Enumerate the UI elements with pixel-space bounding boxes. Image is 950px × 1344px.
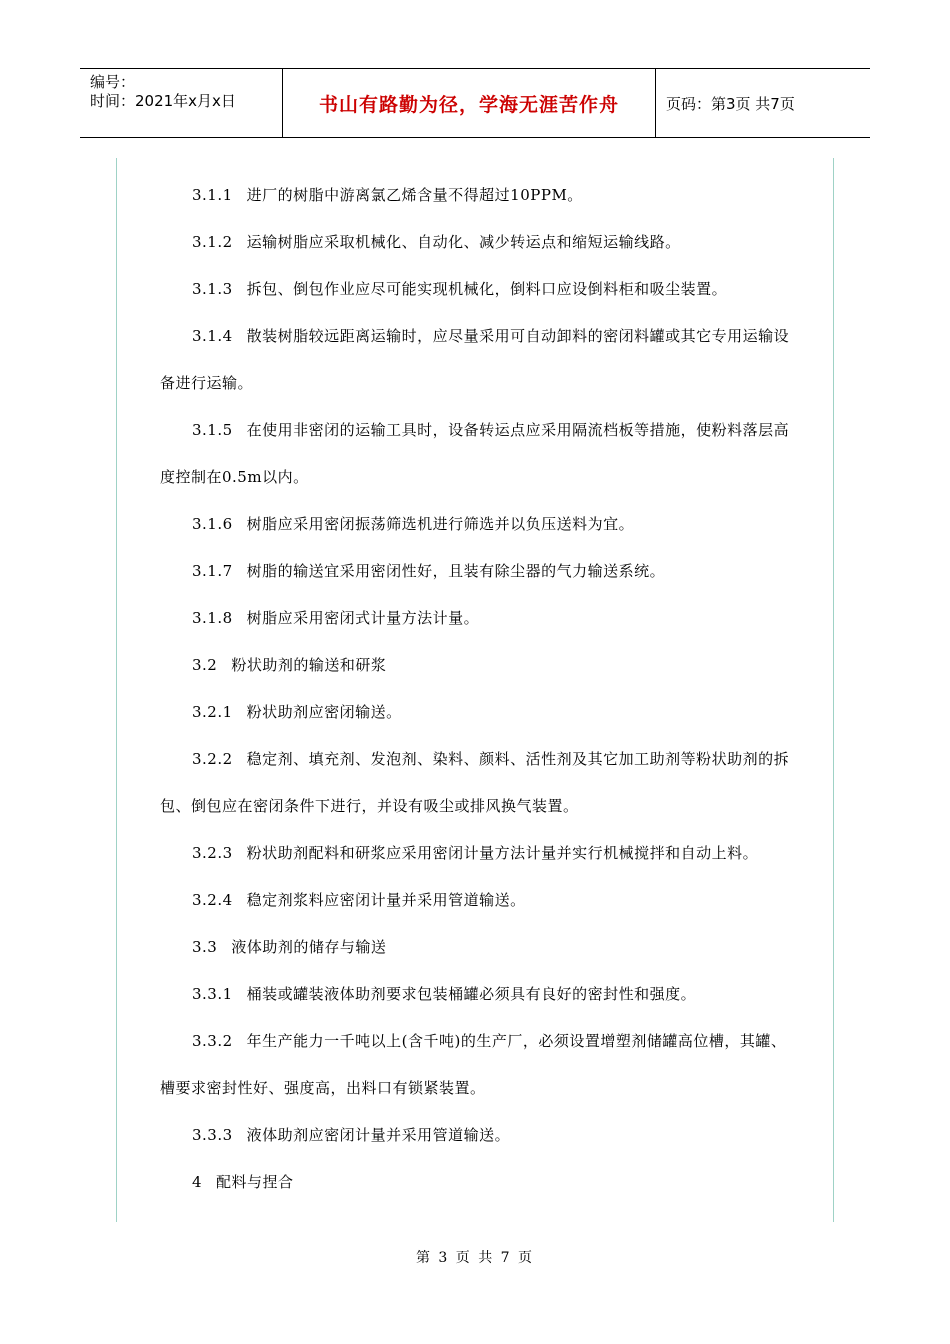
paragraph	[160, 313, 800, 407]
clause-number: 3.2.1	[192, 703, 233, 721]
paragraph	[160, 924, 800, 971]
clause-number: 3.2.2	[192, 750, 233, 768]
clause-text: 粉状助剂配料和研浆应采用密闭计量方法计量并实行机械搅拌和自动上料。	[246, 844, 759, 862]
clause-number: 3.3.1	[192, 985, 233, 1003]
clause-number: 3.1.5	[192, 421, 233, 439]
clause-text: 粉状助剂的输送和研浆	[231, 656, 387, 674]
paragraph	[160, 830, 800, 877]
header-meta-cell	[80, 69, 282, 137]
document-body	[160, 172, 800, 1206]
clause-number: 3.2.3	[192, 844, 233, 862]
clause-number: 3.1.1	[192, 186, 233, 204]
clause-text: 拆包、倒包作业应尽可能实现机械化，倒料口应设倒料柜和吸尘装置。	[246, 280, 728, 298]
paragraph	[160, 642, 800, 689]
doc-date: 时间：2021年x月x日	[90, 92, 236, 110]
paragraph	[160, 1112, 800, 1159]
paragraph	[160, 219, 800, 266]
clause-text: 配料与捏合	[216, 1173, 294, 1191]
clause-number: 3.3.3	[192, 1126, 233, 1144]
paragraph	[160, 736, 800, 830]
paragraph	[160, 548, 800, 595]
clause-text: 在使用非密闭的运输工具时，设备转运点应采用隔流档板等措施，使粉料落层高度控制在0.5m以内。	[160, 421, 790, 486]
clause-number: 3.1.6	[192, 515, 233, 533]
left-margin-rule	[116, 158, 117, 1222]
clause-text: 散装树脂较远距离运输时，应尽量采用可自动卸料的密闭料罐或其它专用运输设备进行运输。	[160, 327, 790, 392]
clause-number: 4	[192, 1173, 203, 1191]
clause-number: 3.1.8	[192, 609, 233, 627]
clause-text: 粉状助剂应密闭输送。	[246, 703, 402, 721]
page-footer: 第 3 页 共 7 页	[415, 1250, 535, 1266]
motto-text: 书山有路勤为径，学海无涯苦作舟	[318, 93, 619, 116]
clause-number: 3.1.2	[192, 233, 233, 251]
clause-text: 稳定剂、填充剂、发泡剂、染料、颜料、活性剂及其它加工助剂等粉状助剂的拆包、倒包应在密闭条件下进行，并设有吸尘或排风换气装置。	[160, 750, 790, 815]
paragraph	[160, 172, 800, 219]
paragraph	[160, 689, 800, 736]
doc-number-label: 编号：	[90, 73, 136, 91]
paragraph	[160, 407, 800, 501]
clause-number: 3.3.2	[192, 1032, 233, 1050]
paragraph	[160, 1018, 800, 1112]
page-code: 页码：第3页 共7页	[666, 94, 795, 113]
paragraph	[160, 266, 800, 313]
header-page-cell	[656, 69, 870, 137]
clause-number: 3.2.4	[192, 891, 233, 909]
clause-text: 液体助剂应密闭计量并采用管道输送。	[246, 1126, 511, 1144]
clause-number: 3.2	[192, 656, 218, 674]
clause-text: 树脂的输送宜采用密闭性好，且装有除尘器的气力输送系统。	[246, 562, 666, 580]
clause-text: 树脂应采用密闭振荡筛选机进行筛选并以负压送料为宜。	[246, 515, 635, 533]
clause-text: 进厂的树脂中游离氯乙烯含量不得超过10PPM。	[246, 186, 583, 204]
paragraph	[160, 1159, 800, 1206]
clause-number: 3.3	[192, 938, 218, 956]
clause-text: 树脂应采用密闭式计量方法计量。	[246, 609, 480, 627]
paragraph	[160, 877, 800, 924]
paragraph	[160, 501, 800, 548]
paragraph	[160, 971, 800, 1018]
paragraph	[160, 595, 800, 642]
clause-number: 3.1.4	[192, 327, 233, 345]
page-header	[80, 68, 870, 138]
header-motto-cell	[282, 69, 656, 137]
clause-text: 运输树脂应采取机械化、自动化、减少转运点和缩短运输线路。	[246, 233, 681, 251]
clause-text: 桶装或罐装液体助剂要求包装桶罐必须具有良好的密封性和强度。	[246, 985, 697, 1003]
right-margin-rule	[833, 158, 834, 1222]
clause-number: 3.1.7	[192, 562, 233, 580]
clause-text: 液体助剂的储存与输送	[231, 938, 387, 956]
clause-number: 3.1.3	[192, 280, 233, 298]
clause-text: 年生产能力一千吨以上(含千吨)的生产厂，必须设置增塑剂储罐高位槽，其罐、槽要求密封性好、强度高，出料口有锁紧装置。	[160, 1032, 787, 1097]
clause-text: 稳定剂浆料应密闭计量并采用管道输送。	[246, 891, 526, 909]
